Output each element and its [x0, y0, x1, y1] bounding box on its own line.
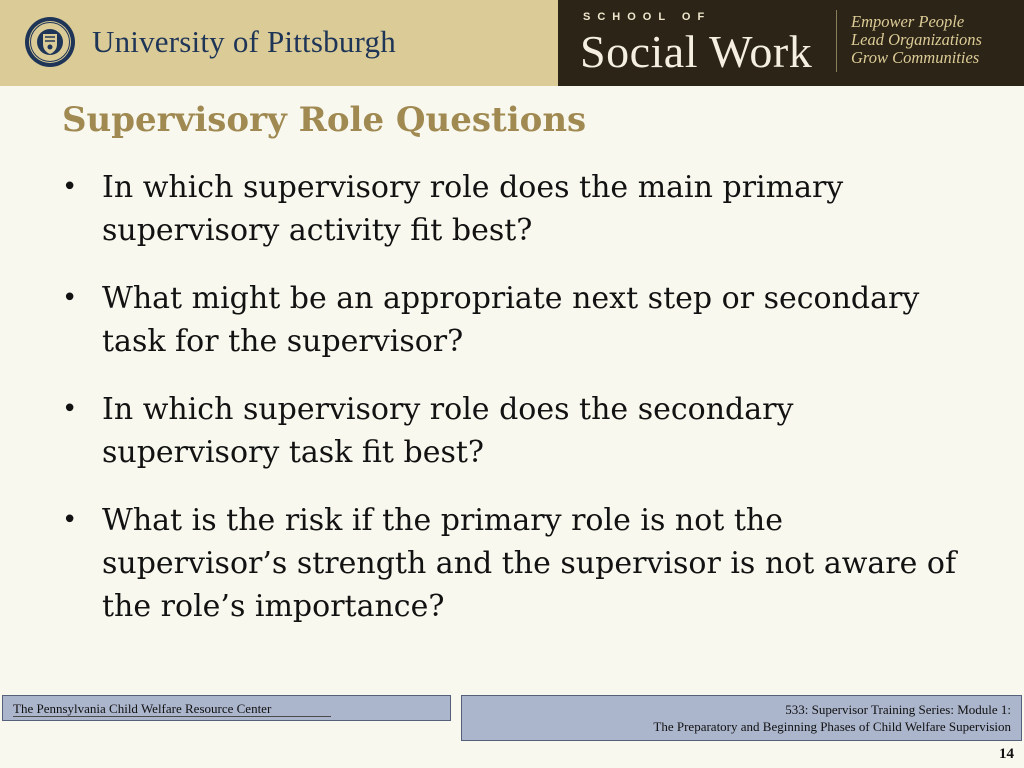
school-name: Social Work — [580, 26, 813, 77]
footer-module-line-1: 533: Supervisor Training Series: Module 1: — [785, 702, 1011, 717]
footer-module-text — [653, 701, 1011, 735]
slide-header — [0, 0, 1024, 86]
logo-divider — [836, 10, 837, 72]
question-item: • In which supervisory role does the secondary supervisory task fit best? — [62, 388, 962, 474]
pitt-seal-icon — [24, 16, 76, 68]
school-tagline — [851, 13, 982, 67]
tagline-line-2: Lead Organizations — [851, 30, 982, 49]
question-item: • What is the risk if the primary role is not the supervisor’s strength and the supervisor is not aware of the role’s importance? — [62, 499, 962, 628]
tagline-line-3: Grow Communities — [851, 48, 980, 67]
university-name: University of Pittsburgh — [92, 24, 396, 59]
slide-title: Supervisory Role Questions — [62, 100, 587, 140]
tagline-line-1: Empower People — [851, 12, 965, 31]
question-item: • In which supervisory role does the main primary supervisory activity fit best? — [62, 166, 962, 252]
question-item: • What might be an appropriate next step or secondary task for the supervisor? — [62, 277, 962, 363]
footer-organization-box — [2, 695, 451, 721]
question-list — [62, 166, 962, 653]
footer-module-box — [461, 695, 1022, 741]
page-number: 14 — [999, 746, 1014, 762]
school-of-label: SCHOOL OF — [583, 11, 712, 23]
footer-module-line-2: The Preparatory and Beginning Phases of Child Welfare Supervision — [653, 719, 1011, 734]
footer-organization-name: The Pennsylvania Child Welfare Resource Center — [13, 701, 272, 716]
pitt-logo-band — [0, 0, 558, 86]
footer-underline — [13, 716, 331, 717]
